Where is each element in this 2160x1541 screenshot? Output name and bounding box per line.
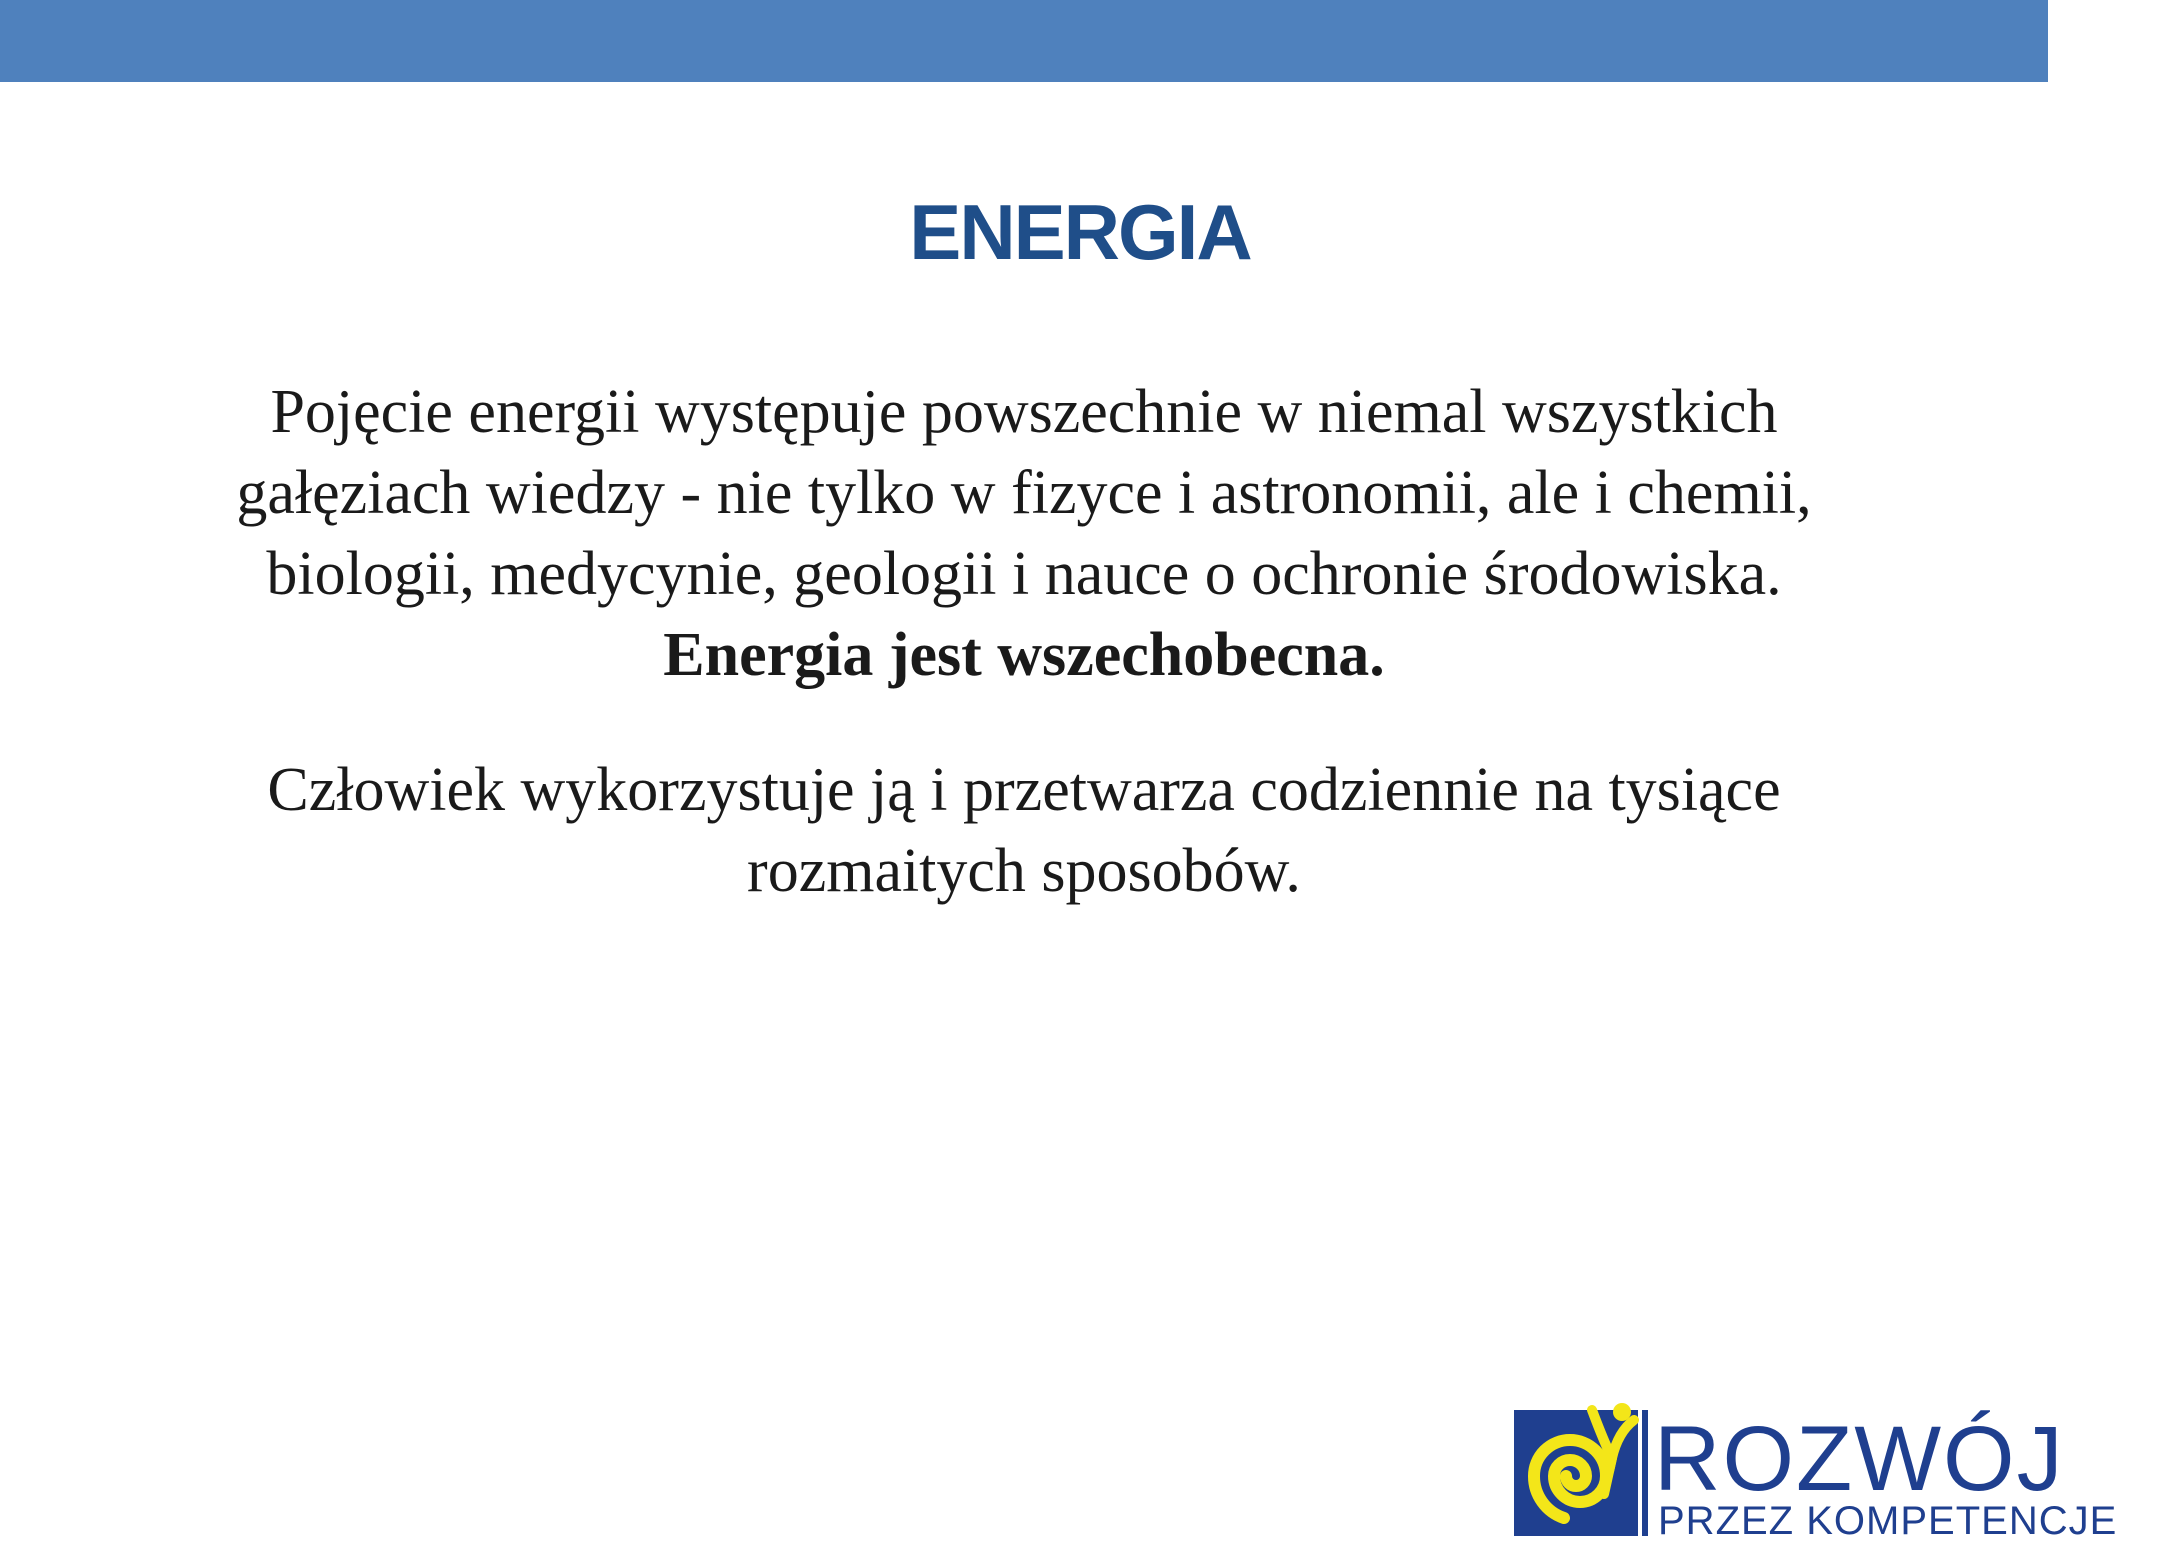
slide-title: ENERGIA: [909, 188, 1251, 276]
paragraph-2-line-2: rozmaitych sposobów.: [747, 837, 1301, 905]
spiral-figure-icon: [1514, 1403, 1638, 1536]
logo-main-text: ROZWÓJ: [1654, 1408, 2065, 1510]
top-bar: [0, 0, 2048, 82]
paragraph-1-line-1: Pojęcie energii występuje powszechnie w niemal wszystkich: [270, 378, 1778, 446]
logo-divider: [1642, 1410, 1648, 1536]
logo: [1508, 1402, 2118, 1541]
paragraph-1: [180, 372, 1868, 696]
paragraph-1-bold-line: Energia jest wszechobecna.: [663, 621, 1385, 689]
paragraph-2: [180, 750, 1868, 912]
paragraph-1-line-2: gałęziach wiedzy - nie tylko w fizyce i astronomii, ale i chemii,: [236, 459, 1812, 527]
paragraph-1-line-3: biologii, medycynie, geologii i nauce o ochronie środowiska.: [266, 540, 1782, 608]
logo-sub-text: PRZEZ KOMPETENCJE: [1658, 1499, 2118, 1541]
paragraph-2-line-1: Człowiek wykorzystuje ją i przetwarza codziennie na tysiące: [267, 756, 1781, 824]
logo-graphic: [1508, 1402, 2118, 1541]
